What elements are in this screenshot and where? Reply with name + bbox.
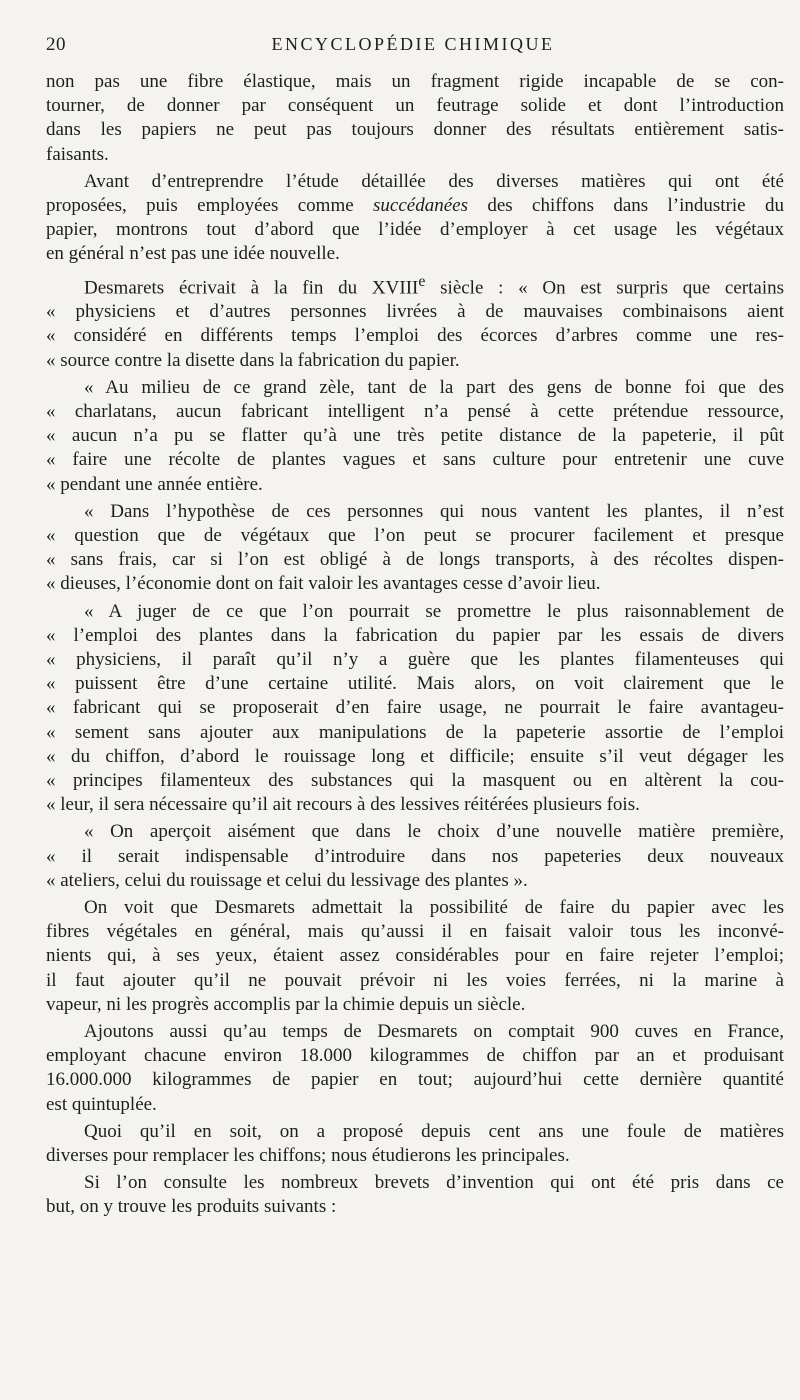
text-line: 16.000.000 kilogrammes de papier en tout; aujourd’hui cette dernière quantité: [46, 1069, 784, 1091]
text-line: tourner, de donner par conséquent un feutrage solide et dont l’introduction: [46, 95, 784, 117]
text-line: « source contre la disette dans la fabrication du papier.: [46, 349, 460, 371]
paragraph: [46, 170, 784, 267]
text-line: est quintuplée.: [46, 1093, 157, 1115]
text-line: « l’emploi des plantes dans la fabrication du papier par les essais de divers: [46, 624, 784, 646]
text-line: « Dans l’hypothèse de ces personnes qui nous vantent les plantes, il n’est: [84, 500, 784, 522]
text-line: fibres végétales en général, mais qu’aussi il en faisait valoir tous les inconvé-: [46, 921, 784, 943]
paragraph: [46, 1171, 784, 1219]
text-line: « puissent être d’une certaine utilité. Mais alors, on voit clairement que le: [46, 673, 784, 695]
text-line: faisants.: [46, 143, 109, 165]
paragraph: [46, 1120, 784, 1168]
text-line: proposées, puis employées comme succédanées des chiffons dans l’industrie du: [46, 195, 784, 217]
running-title: ENCYCLOPÉDIE CHIMIQUE: [271, 34, 555, 54]
text-line: non pas une fibre élastique, mais un fragment rigide incapable de se con-: [46, 71, 784, 92]
text-line: Ajoutons aussi qu’au temps de Desmarets on comptait 900 cuves en France,: [84, 1021, 784, 1043]
text-line: « charlatans, aucun fabricant intelligent n’a pensé à cette prétendue ressource,: [46, 400, 784, 422]
text-line: « fabricant qui se proposerait d’en faire usage, ne pourrait le faire avantageu-: [46, 697, 784, 719]
text-line: vapeur, ni les progrès accomplis par la chimie depuis un siècle.: [46, 993, 526, 1015]
page-body: [46, 70, 784, 1223]
text-line: « physiciens et d’autres personnes livrées à de mauvaises combinaisons aient: [46, 301, 784, 323]
text-line: but, on y trouve les produits suivants :: [46, 1196, 337, 1218]
text-line: « sans frais, car si l’on est obligé à de longs transports, à des récoltes dispen-: [46, 549, 784, 571]
text-line: papier, montrons tout d’abord que l’idée d’employer à cet usage les végétaux: [46, 219, 784, 241]
text-line: « pendant une année entière.: [46, 473, 263, 495]
text-line: nients qui, à ses yeux, étaient assez considérables pour en faire rejeter l’emploi;: [46, 945, 784, 967]
text-line: « considéré en différents temps l’emploi des écorces d’arbres comme une res-: [46, 325, 784, 347]
paragraph: [46, 70, 784, 167]
text-line: diverses pour remplacer les chiffons; nous étudierons les principales.: [46, 1145, 570, 1167]
text-line: en général n’est pas une idée nouvelle.: [46, 243, 340, 265]
text-line: « principes filamenteux des substances qui la masquent ou en altèrent la cou-: [46, 770, 784, 792]
text-line: Quoi qu’il en soit, on a proposé depuis cent ans une foule de matières: [84, 1120, 784, 1142]
text-line: « faire une récolte de plantes vagues et sans culture pour entretenir une cuve: [46, 449, 784, 471]
text-line: dans les papiers ne peut pas toujours donner des résultats entièrement satis-: [46, 119, 784, 141]
text-line: « leur, il sera nécessaire qu’il ait recours à des lessives réitérées plusieurs fois.: [46, 794, 640, 816]
text-line: « question que de végétaux que l’on peut se procurer facilement et presque: [46, 524, 784, 546]
text-line: « dieuses, l’économie dont on fait valoir les avantages cesse d’avoir lieu.: [46, 573, 601, 595]
page-number: 20: [46, 34, 66, 55]
text-line: « ateliers, celui du rouissage et celui du lessivage des plantes ».: [46, 869, 528, 891]
paragraph: [46, 1020, 784, 1117]
text-line: « sement sans ajouter aux manipulations de la papeterie assortie de l’emploi: [46, 721, 784, 743]
text-line: « physiciens, il paraît qu’il n’y a guère que les plantes filamenteuses qui: [46, 649, 784, 670]
paragraph: [46, 600, 784, 818]
text-line: Avant d’entreprendre l’étude détaillée des diverses matières qui ont été: [84, 170, 784, 192]
text-line: Desmarets écrivait à la fin du XVIIIe siècle : « On est surpris que certains: [84, 272, 784, 298]
text-line: On voit que Desmarets admettait la possibilité de faire du papier avec les: [84, 897, 784, 919]
text-line: Si l’on consulte les nombreux brevets d’invention qui ont été pris dans ce: [84, 1172, 784, 1194]
text-line: « A juger de ce que l’on pourrait se promettre le plus raisonnablement de: [84, 600, 784, 622]
paragraph: [46, 896, 784, 1017]
text-line: employant chacune environ 18.000 kilogrammes de chiffon par an et produisant: [46, 1045, 784, 1067]
paragraph: [46, 270, 784, 373]
text-line: « il serait indispensable d’introduire dans nos papeteries deux nouveaux: [46, 845, 784, 867]
paragraph: [46, 376, 784, 497]
page-header: [46, 30, 780, 60]
text-line: « du chiffon, d’abord le rouissage long et difficile; ensuite s’il veut dégager les: [46, 745, 784, 767]
text-line: « aucun n’a pu se flatter qu’à une très petite distance de la papeterie, il pût: [46, 425, 784, 447]
paragraph: [46, 500, 784, 597]
text-line: il faut ajouter qu’il ne pouvait prévoir ni les voies ferrées, ni la marine à: [46, 969, 784, 991]
text-line: « On aperçoit aisément que dans le choix d’une nouvelle matière première,: [84, 821, 784, 843]
paragraph: [46, 820, 784, 893]
text-line: « Au milieu de ce grand zèle, tant de la part des gens de bonne foi que des: [84, 376, 784, 398]
